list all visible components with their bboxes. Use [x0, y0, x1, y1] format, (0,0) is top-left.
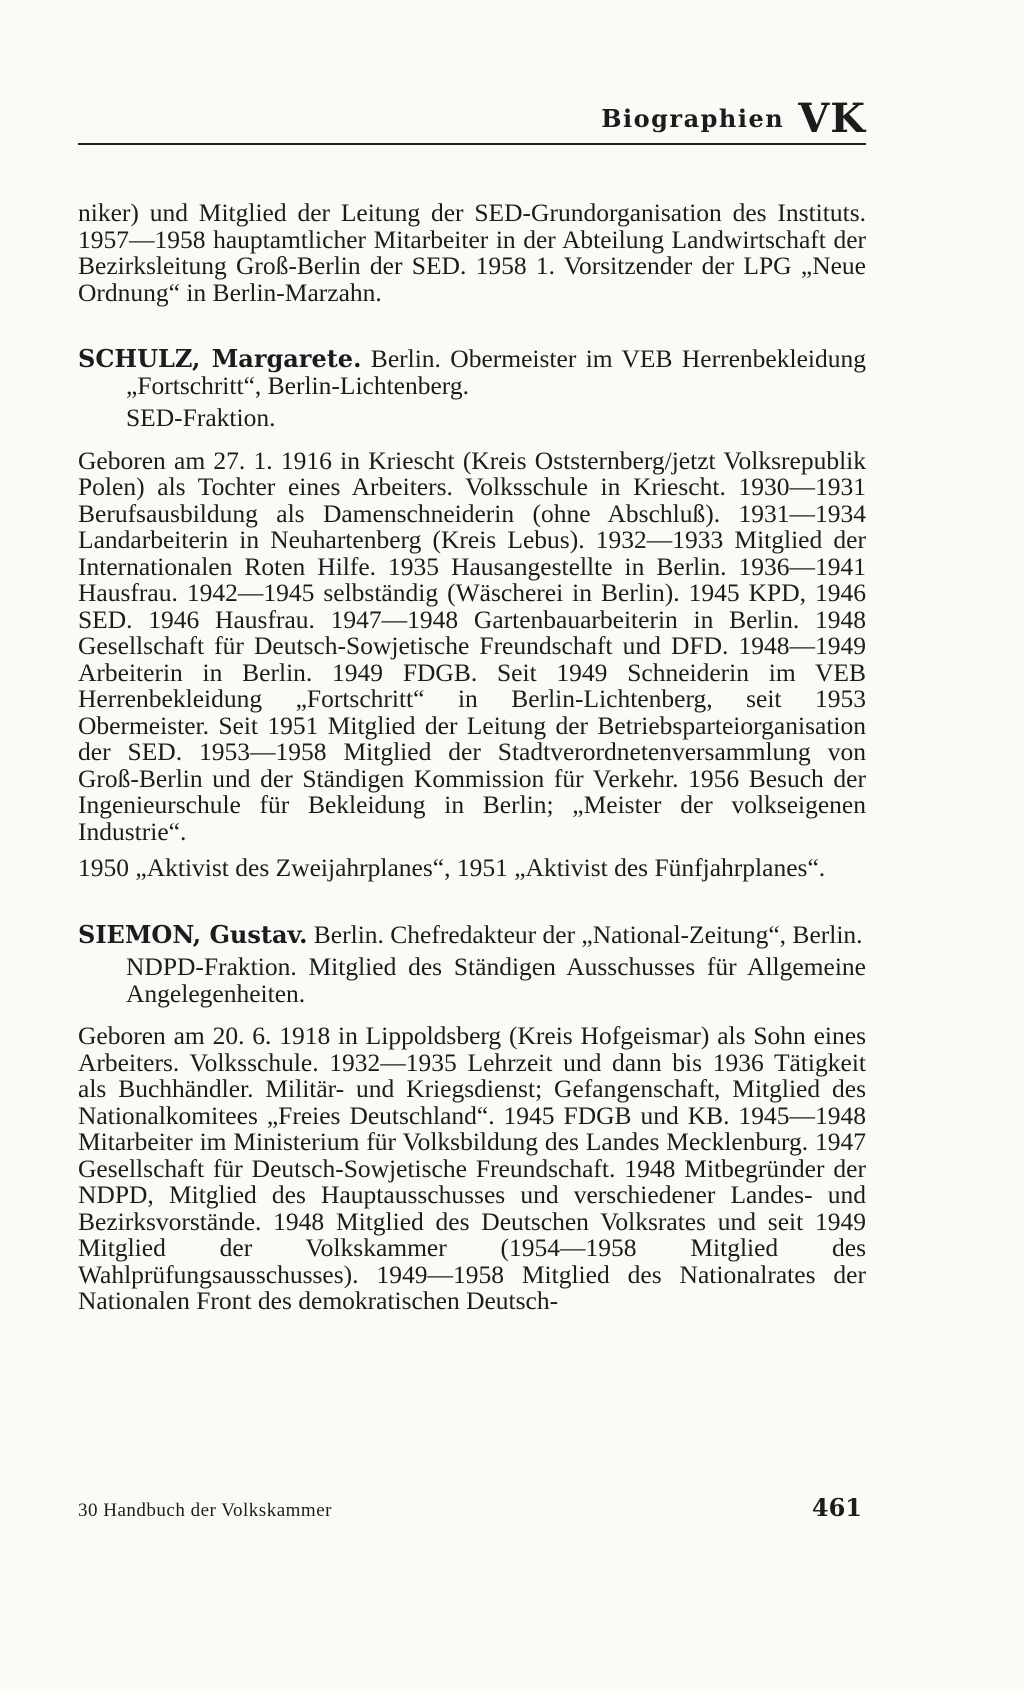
footer-signature: 30 Handbuch der Volkskammer	[78, 1500, 332, 1521]
entry-biography: Geboren am 20. 6. 1918 in Lippoldsberg (Kreis Hofgeismar) als Sohn eines Arbeiters. Volksschule. 1932—1935 Lehrzeit und dann bis 1936 Tätigkeit als Buchhändler. Militär- und Kriegsdienst; Gefangenschaft, Mitglied des Nationalkomitees „Freies Deutschland“. 1945 FDGB und KB. 1945—1948 Mitarbeiter im Ministerium für Volksbildung des Landes Mecklenburg. 1947 Gesellschaft für Deutsch-Sowjetische Freundschaft. 1948 Mitbegründer der NDPD, Mitglied des Hauptausschusses und verschiedener Landes- und Bezirksvorstände. 1948 Mitglied des Deutschen Volksrates und seit 1949 Mitglied der Volkskammer (1954—1958 Mitglied des Wahlprüfungsausschusses). 1949—1958 Mitglied des Nationalrates der Nationalen Front des demokratischen Deutsch-	[78, 1021, 866, 1315]
entry-fraction: NDPD-Fraktion. Mitglied des Ständigen Ausschusses für Allgemeine Angelegenheiten.	[126, 952, 866, 1008]
header-section-code: VK	[798, 95, 866, 142]
entry-name: SIEMON, Gustav.	[78, 919, 308, 949]
entry-position: Berlin. Chefredakteur der „National-Zeitung“, Berlin.	[307, 919, 863, 949]
page-footer	[78, 1490, 866, 1522]
entry-heading	[78, 346, 866, 399]
continuation-paragraph: niker) und Mitglied der Leitung der SED-Grundorganisation des Instituts. 1957—1958 hauptamtlicher Mitarbeiter in der Abteilung Landwirtschaft der Bezirksleitung Groß-Berlin der SED. 1958 1. Vorsitzender der LPG „Neue Ordnung“ in Berlin-Marzahn.	[78, 198, 866, 307]
entry-awards: 1950 „Aktivist des Zweijahrplanes“, 1951 „Aktivist des Fünfjahrplanes“.	[78, 853, 826, 882]
entry-name: SCHULZ, Margarete.	[78, 344, 362, 373]
biography-entry-siemon	[78, 919, 866, 1315]
entry-fraction: SED-Fraktion.	[126, 403, 276, 432]
entry-heading	[78, 919, 866, 949]
page-content	[78, 200, 866, 1315]
running-header	[78, 95, 866, 145]
entry-biography: Geboren am 27. 1. 1916 in Kriescht (Kreis Oststernberg/jetzt Volksrepublik Polen) als Tochter eines Arbeiters. Volksschule in Kriescht. 1930—1931 Berufsausbildung als Damenschneiderin (ohne Abschluß). 1931—1934 Landarbeiterin in Neuhartenberg (Kreis Lebus). 1932—1933 Mitglied der Internationalen Roten Hilfe. 1935 Hausangestellte in Berlin. 1936—1941 Hausfrau. 1942—1945 selbständig (Wäscherei in Berlin). 1945 KPD, 1946 SED. 1946 Hausfrau. 1947—1948 Gartenbauarbeiterin in Berlin. 1948 Gesellschaft für Deutsch-Sowjetische Freundschaft und DFD. 1948—1949 Arbeiterin in Berlin. 1949 FDGB. Seit 1949 Schneiderin im VEB Herrenbekleidung „Fortschritt“ in Berlin-Lichtenberg, seit 1953 Obermeister. Seit 1951 Mitglied der Leitung der Betriebsparteiorganisation der SED. 1953—1958 Mitglied der Stadtverordnetenversammlung von Groß-Berlin und der Ständigen Kommission für Verkehr. 1956 Besuch der Ingenieurschule für Bekleidung in Berlin; „Meister der volkseigenen Industrie“.	[78, 445, 866, 846]
header-title: Biographien	[601, 104, 785, 133]
entry-position: Berlin. Obermeister im VEB Herrenbekleidung „Fortschritt“, Berlin-Lichtenberg.	[126, 344, 866, 400]
biography-entry-schulz	[78, 346, 866, 882]
page-number: 461	[811, 1493, 862, 1522]
